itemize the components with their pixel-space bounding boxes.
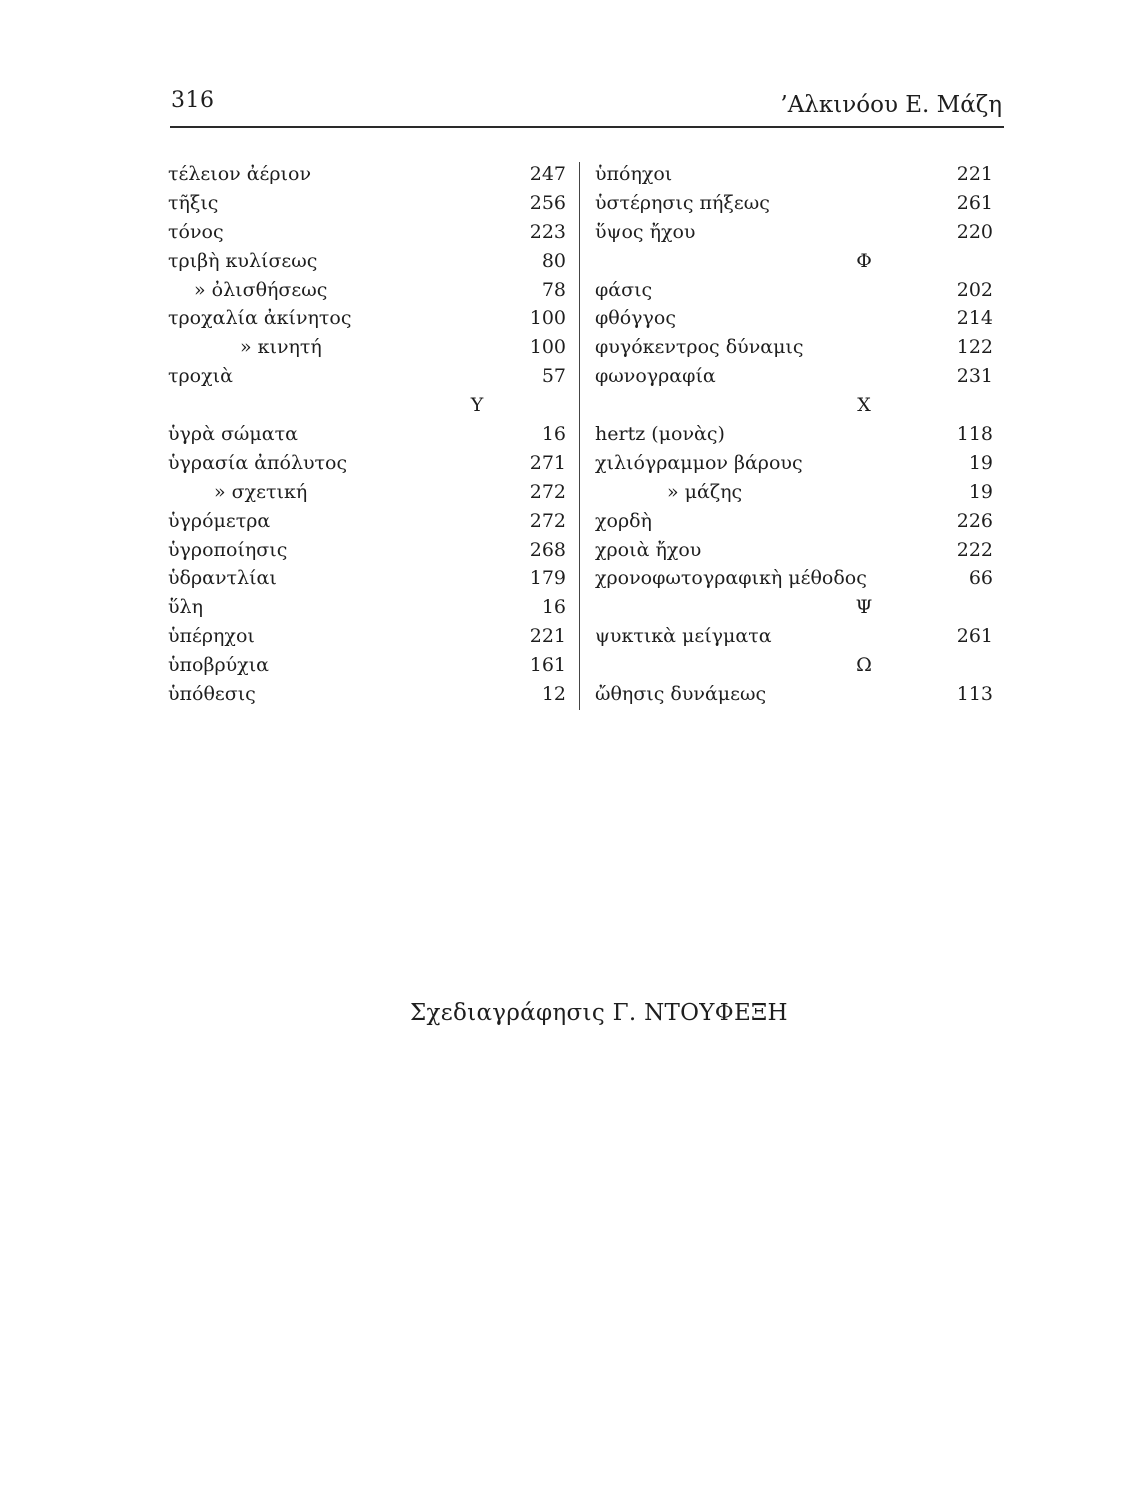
index-entry [168,536,566,565]
index-entry [168,304,566,333]
letter-heading-text: Ω [856,654,872,677]
index-entry [168,507,566,536]
index-page-number: 179 [529,567,566,590]
index-letter-heading [595,651,993,680]
index-page-number: 247 [529,163,566,185]
page-number: 316 [171,88,215,113]
index-entry [595,362,993,391]
index-term: ὑγρασία ἀπόλυτος [168,451,348,474]
index-entry [595,160,993,189]
index-term: » σχετική [214,480,308,503]
letter-heading-text: Φ [856,249,872,272]
index-letter-heading [595,391,993,420]
index-page-number: 261 [956,191,993,214]
index-term: ὑγρὰ σώματα [168,423,298,446]
index-term: τροχαλία ἀκίνητος [168,307,352,330]
index-letter-heading [595,247,993,276]
index-entry [595,478,993,507]
index-term: τροχιὰ [168,365,233,388]
index-page-number: 80 [541,249,566,272]
index-entry [595,680,993,709]
index-page-number: 222 [956,538,993,561]
index-entry [168,276,566,305]
index-page-number: 19 [968,480,993,503]
column-divider [579,162,580,710]
index-entry [168,362,566,391]
index-entry [168,420,566,449]
index-page-number: 256 [529,191,566,214]
index-term: φωνογραφία [595,365,716,388]
index-page-number: 214 [956,307,993,330]
index-entry [595,420,993,449]
index-entry [168,564,566,593]
index-page-number: 16 [541,596,566,619]
index-entry [595,507,993,536]
index-term: τριβὴ κυλίσεως [168,249,318,272]
letter-heading-text: Υ [470,394,484,417]
index-term: χροιὰ ἤχου [595,538,702,561]
index-term: ὑγρόμετρα [168,509,271,532]
index-entry [168,333,566,362]
index-letter-heading [595,593,993,622]
index-entry [168,160,566,189]
index-term: τόνος [168,220,224,243]
index-page-number: 202 [956,278,993,301]
index-page-number: 12 [541,683,566,706]
index-term: ὑπόηχοι [595,163,673,185]
index-column-right [595,160,993,709]
index-term: χορδὴ [595,509,652,532]
index-page-number: 19 [968,451,993,474]
index-term: ὑπόθεσις [168,683,256,706]
index-letter-heading [168,391,566,420]
index-term: ψυκτικὰ μείγματα [595,625,772,648]
index-term: χρονοφωτογραφικὴ μέθοδος [595,567,867,590]
index-term: φάσις [595,278,653,301]
index-page-number: 57 [541,365,566,388]
index-term: ὑδραντλίαι [168,567,277,590]
index-term: ὕλη [168,596,203,619]
index-entry [168,622,566,651]
index-entry [595,333,993,362]
index-entry [168,651,566,680]
index-term: ὑποβρύχια [168,654,269,677]
index-entry [595,622,993,651]
index-entry [168,189,566,218]
index-column-left [168,160,566,709]
index-entry [168,593,566,622]
index-entry [595,536,993,565]
index-entry [595,218,993,247]
index-term: » κινητή [240,336,322,359]
footer-credit: Σχεδιαγράφησις Γ. ΝΤΟΥΦΕΞΗ [410,1000,788,1026]
index-page-number: 100 [529,336,566,359]
index-entry [168,247,566,276]
index-page-number: 118 [956,423,993,446]
index-entry [168,680,566,709]
index-entry [168,449,566,478]
index-page-number: 272 [529,509,566,532]
index-page-number: 220 [956,220,993,243]
index-page-number: 113 [956,683,993,706]
index-page-number: 226 [956,509,993,532]
index-page-number: 271 [529,451,566,474]
index-entry [595,304,993,333]
index-page-number: 78 [541,278,566,301]
index-term: » ὀλισθήσεως [194,278,328,301]
index-term: ὑγροποίησις [168,538,288,561]
index-term: ὑστέρησις πήξεως [595,191,770,214]
index-term: ὤθησις δυνάμεως [595,683,767,706]
index-term: » μάζης [667,480,743,503]
index-page-number: 272 [529,480,566,503]
index-page-number: 221 [529,625,566,648]
index-term: φθόγγος [595,307,676,330]
index-page-number: 122 [956,336,993,359]
index-entry [595,449,993,478]
index-page-number: 231 [956,365,993,388]
index-page-number: 221 [956,163,993,185]
index-page-number: 268 [529,538,566,561]
index-term: φυγόκεντρος δύναμις [595,336,804,359]
index-page-number: 100 [529,307,566,330]
index-entry [595,564,993,593]
letter-heading-text: Ψ [855,596,873,619]
letter-heading-text: Χ [857,394,871,417]
index-term: τέλειον ἀέριον [168,163,312,185]
index-page-number: 16 [541,423,566,446]
index-term: χιλιόγραμμον βάρους [595,451,803,474]
running-head-author: ’Αλκινόου Ε. Μάζη [780,92,1002,118]
index-page-number: 161 [529,654,566,677]
index-page-number: 66 [968,567,993,590]
index-page-number: 223 [529,220,566,243]
index-entry [595,276,993,305]
header-rule [170,126,1004,128]
index-term: ὑπέρηχοι [168,625,255,648]
index-entry [168,218,566,247]
index-term: hertz (μονὰς) [595,423,725,446]
index-entry [595,189,993,218]
index-entry [168,478,566,507]
index-term: ὕψος ἤχου [595,220,696,243]
index-term: τῆξις [168,191,219,214]
index-page-number: 261 [956,625,993,648]
